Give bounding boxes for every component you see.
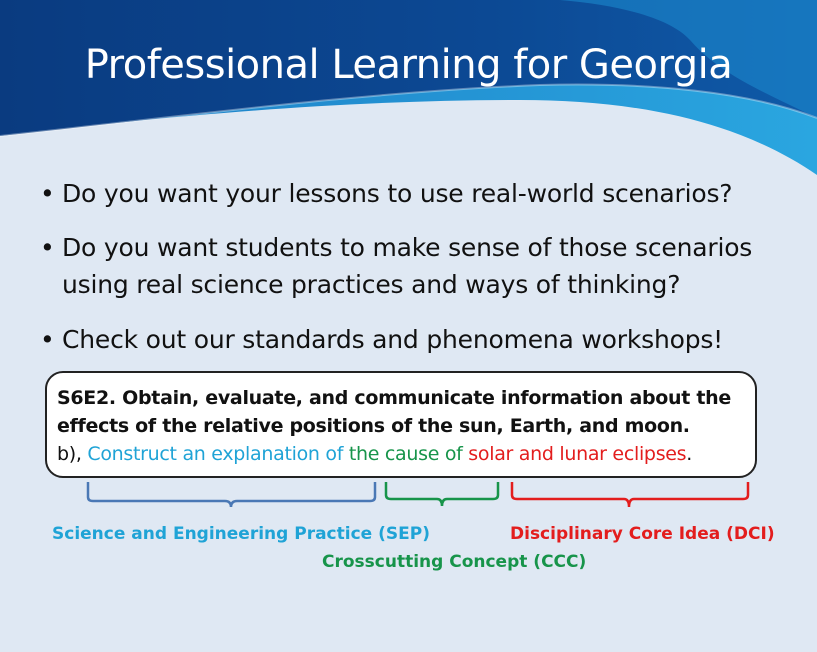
standard-suffix: . xyxy=(686,443,693,465)
bullet-icon: • xyxy=(40,233,55,262)
bullet-icon: • xyxy=(40,325,55,354)
dci-label: Disciplinary Core Idea (DCI) xyxy=(510,524,775,544)
page-title: Professional Learning for Georgia xyxy=(84,42,733,88)
sep-bracket xyxy=(88,482,375,507)
bullet-text: Do you want your lessons to use real-world scenarios? xyxy=(62,179,733,208)
ccc-label: Crosscutting Concept (CCC) xyxy=(322,552,587,572)
sep-phrase: Construct an explanation of xyxy=(87,443,344,465)
dci-bracket xyxy=(512,482,748,507)
standard-heading: S6E2. Obtain, evaluate, and communicate information about the effects of the relative positions of the sun, Earth, and moon. xyxy=(57,387,731,437)
bullet-icon: • xyxy=(40,179,55,208)
dci-phrase: solar and lunar eclipses xyxy=(468,443,687,465)
standard-prefix: b), xyxy=(57,443,82,465)
sep-label: Science and Engineering Practice (SEP) xyxy=(52,524,430,544)
bullet-text: Check out our standards and phenomena workshops! xyxy=(62,325,724,354)
ccc-bracket xyxy=(386,482,498,506)
ccc-phrase: the cause of xyxy=(348,443,463,465)
bullet-text: Do you want students to make sense of those scenarios using real science practices and ways of thinking? xyxy=(62,233,753,299)
